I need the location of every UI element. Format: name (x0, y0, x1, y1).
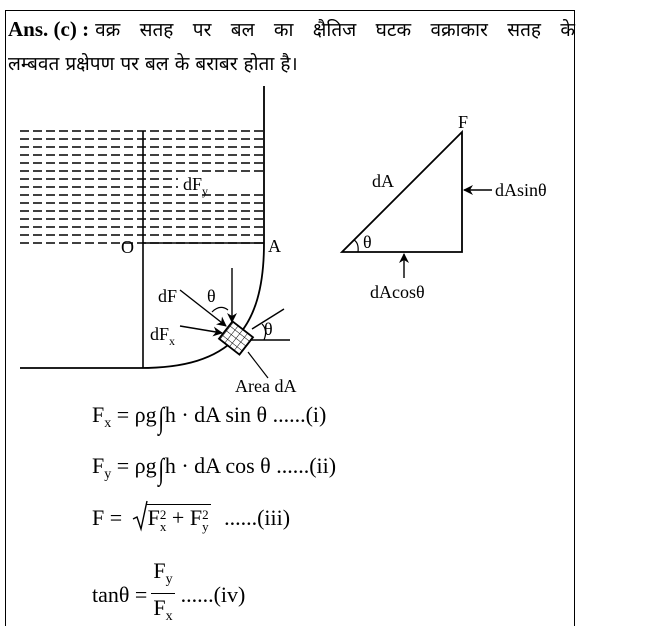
area-pointer (248, 352, 268, 378)
label-A: A (268, 236, 281, 256)
label-dA: dA (372, 171, 394, 191)
label-dAcos: dAcosθ (370, 282, 425, 302)
label-dFx: $dF_x$ (150, 324, 176, 348)
fluid-region (20, 131, 264, 243)
arrow-dFx (180, 326, 222, 333)
triangle-theta-arc (354, 240, 358, 252)
theta-arc-1 (212, 307, 228, 312)
triangle (342, 132, 462, 252)
label-dFy: $dF_y$ (183, 174, 209, 198)
answer-text-line1: वक्र सतह पर बल का क्षैतिज घटक वक्राकार सतह के (95, 19, 575, 41)
equation-iv: tanθ = $\frac{F_y}{F_x}$ ......(iv) (92, 558, 246, 624)
label-F: F (458, 112, 469, 132)
answer-label: Ans. (c) : (8, 17, 90, 41)
label-O: O (121, 237, 134, 257)
equation-iii: F = F 2 x + F 2 y ......(iii) (92, 505, 290, 533)
equation-i: $F_x = \rho g\int h$ · dA sin θ ......(i) (92, 402, 327, 435)
label-area: Area dA (235, 376, 297, 396)
label-dAsin: dAsinθ (495, 180, 547, 200)
label-theta-triangle: θ (363, 232, 372, 252)
label-theta-1: θ (207, 286, 216, 306)
label-theta-2: θ (264, 319, 273, 339)
answer-text-line2: लम्बवत प्रक्षेपण पर बल के बराबर होता है। (8, 53, 298, 75)
equation-ii: $F_y = \rho g\int h$ · dA cos θ ......(ii) (92, 453, 337, 486)
area-element (219, 321, 253, 354)
label-dF: dF (158, 286, 178, 306)
